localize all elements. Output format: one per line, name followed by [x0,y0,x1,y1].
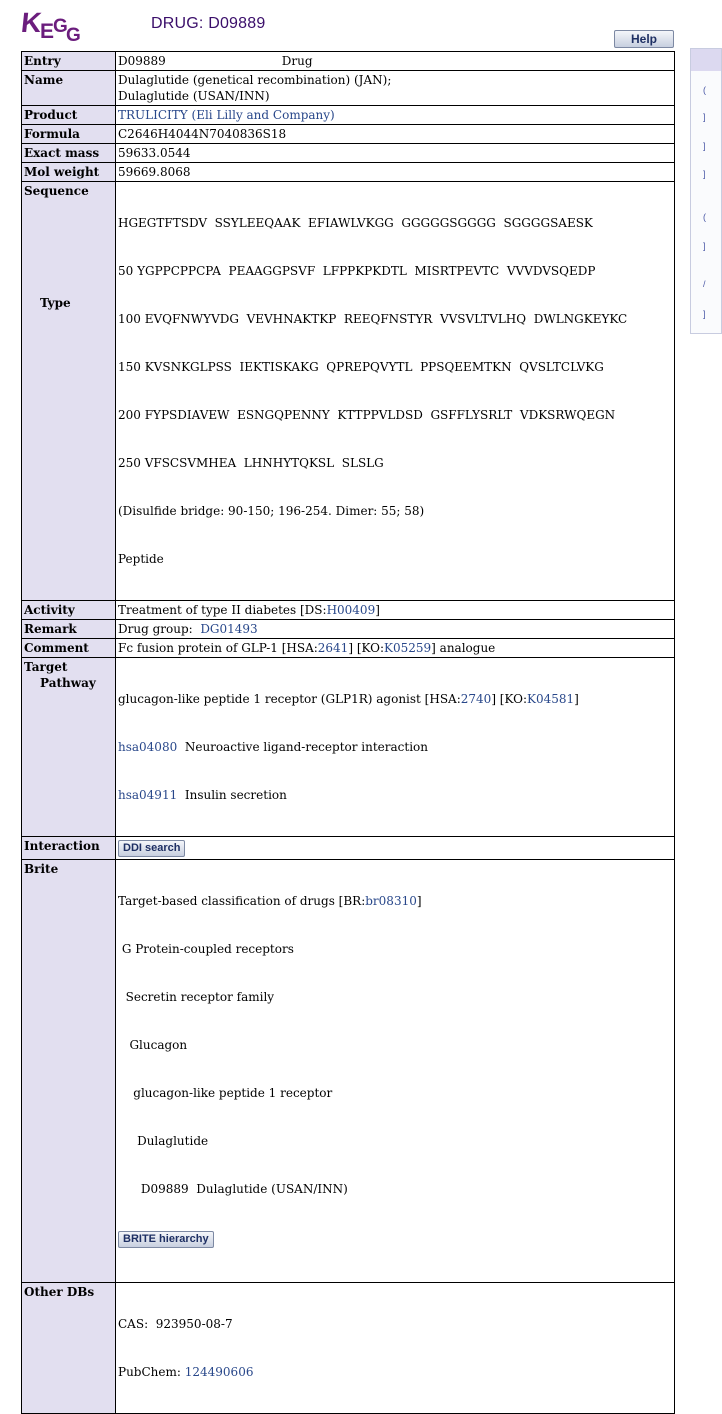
product-link[interactable]: TRULICITY (Eli Lilly and Company) [118,108,335,122]
target-text: glucagon-like peptide 1 receptor (GLP1R) agonist [HSA: [118,692,461,706]
kegg-logo[interactable] [19,6,84,46]
activity-text: Treatment of type II diabetes [DS: [118,603,327,617]
ko-link[interactable]: K05259 [384,641,432,655]
formula-value: C2646H4044N7040836S18 [116,125,675,144]
brite-hierarchy-button[interactable]: BRITE hierarchy [118,1231,214,1248]
formula-label: Formula [22,125,116,144]
side-bullet-icon[interactable]: / [703,279,706,289]
brite-node: Dulaglutide [118,1134,209,1148]
brite-node: G Protein-coupled receptors [118,942,294,956]
mol-weight-row [22,163,675,182]
comment-row [22,639,675,658]
sequence-line: 150 KVSNKGLPSS IEKTISKAKG QPREPQVYTL PPSQEEMTKN QVSLTCLVKG [118,360,604,374]
sequence-line: 100 EVQFNWYVDG VEVHNAKTKP REEQFNSTYR VVSVLTVLHQ DWLNGKEYKC [118,312,628,326]
entry-kind: Drug [281,54,313,68]
exact-mass-row [22,144,675,163]
mol-weight-label: Mol weight [22,163,116,182]
side-panel [690,48,722,334]
product-row [22,106,675,125]
activity-row [22,601,675,620]
brite-node: Glucagon [118,1038,188,1052]
pubchem-label: PubChem: [118,1365,181,1379]
bracket-text: ] [416,894,422,908]
disease-link[interactable]: H00409 [326,603,376,617]
svg-text:K: K [19,7,44,38]
exact-mass-value: 59633.0544 [116,144,675,163]
target-text: ] [KO: [491,692,528,706]
side-bullet-icon[interactable]: ] [703,141,706,151]
remark-row [22,620,675,639]
brite-label: Brite [22,860,116,1283]
help-button[interactable]: Help [614,30,674,48]
side-bullet-icon[interactable]: ] [703,112,706,122]
entry-label: Entry [22,52,116,71]
page-title: DRUG: D09889 [151,15,266,32]
cas-value: 923950-08-7 [148,1317,233,1331]
sequence-line: (Disulfide bridge: 90-150; 196-254. Dimer: 55; 58) [118,504,425,518]
pathway-item [118,787,672,803]
brite-row [22,860,675,1283]
pathway-name: Insulin secretion [177,788,287,802]
other-dbs-label: Other DBs [22,1283,116,1414]
sequence-line: 250 VFSCSVMHEA LHNHYTQKSL SLSLG [118,456,384,470]
name-value: Dulaglutide (genetical recombination) (JAN); [118,73,392,87]
hsa-gene-link[interactable]: 2641 [317,641,349,655]
interaction-label: Interaction [22,837,116,860]
interaction-row [22,837,675,860]
side-bullet-icon[interactable]: ( [703,85,706,95]
sequence-label: Sequence [24,184,89,198]
ko-link[interactable]: K04581 [527,692,575,706]
comment-label: Comment [22,639,116,658]
type-label: Type [40,296,71,310]
comment-text: ] [KO: [348,641,385,655]
formula-row [22,125,675,144]
ddi-search-button[interactable]: DDI search [118,840,185,857]
product-label: Product [22,106,116,125]
mol-weight-value: 59669.8068 [116,163,675,182]
sequence-row [22,182,675,601]
sequence-line: 50 YGPPCPPCPA PEAAGGPSVF LFPPKPKDTL MISRTPEVTC VVVDVSQEDP [118,264,596,278]
pathway-label: Pathway [40,676,96,690]
drug-group-link[interactable]: DG01493 [200,622,258,636]
pathway-item [118,739,672,755]
hsa-gene-link[interactable]: 2740 [460,692,492,706]
brite-node: D09889 Dulaglutide (USAN/INN) [118,1182,348,1196]
brite-link[interactable]: br08310 [365,894,417,908]
svg-text:E: E [40,20,55,43]
name-label: Name [22,71,116,106]
exact-mass-label: Exact mass [22,144,116,163]
other-dbs-row [22,1283,675,1414]
remark-text: Drug group: [118,622,201,636]
svg-text:G: G [53,16,68,37]
brite-text: Target-based classification of drugs [BR: [118,894,366,908]
remark-label: Remark [22,620,116,639]
entry-table [21,51,675,1414]
activity-label: Activity [22,601,116,620]
comment-text: Fc fusion protein of GLP-1 [HSA: [118,641,318,655]
pathway-link[interactable]: hsa04911 [118,788,178,802]
brite-node: Secretin receptor family [118,990,275,1004]
side-bullet-icon[interactable]: ( [703,212,706,222]
side-panel-tab[interactable] [691,49,721,71]
side-bullet-icon[interactable]: ] [703,241,706,251]
pubchem-link[interactable]: 124490606 [184,1365,254,1379]
brite-node: glucagon-like peptide 1 receptor [118,1086,333,1100]
entry-id: D09889 [118,54,166,68]
target-label: Target [24,660,68,674]
side-bullet-icon[interactable]: ] [703,309,706,319]
sequence-line: 200 FYPSDIAVEW ESNGQPENNY KTTPPVLDSD GSFFLYSRLT VDKSRWQEGN [118,408,616,422]
target-row [22,658,675,837]
svg-text:G: G [66,25,81,46]
sequence-line: HGEGTFTSDV SSYLEEQAAK EFIAWLVKGG GGGGGSGGGG SGGGGSAESK [118,216,593,230]
entry-row [22,52,675,71]
target-text: ] [574,692,579,706]
name-row [22,71,675,106]
side-bullet-icon[interactable]: ] [703,169,706,179]
comment-text: ] analogue [431,641,496,655]
pathway-link[interactable]: hsa04080 [118,740,178,754]
type-value: Peptide [118,552,164,566]
pathway-name: Neuroactive ligand-receptor interaction [177,740,428,754]
cas-label: CAS: [118,1317,149,1331]
name-value: Dulaglutide (USAN/INN) [118,89,270,103]
bracket-text: ] [375,603,380,617]
